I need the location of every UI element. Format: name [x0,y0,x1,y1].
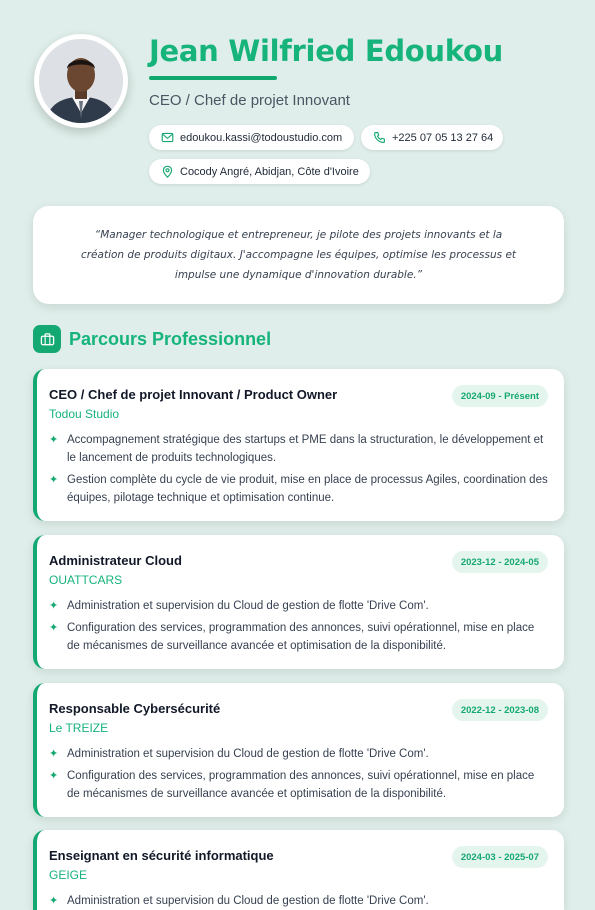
name-underline [149,76,277,80]
briefcase-icon [33,325,61,353]
job-card [33,535,564,669]
sparkle-icon: ✦ [49,622,59,634]
job-bullets [49,597,548,655]
job-title: Administrateur Cloud [49,553,182,568]
job-bullet: ✦ Accompagnement stratégique des startups et PME dans la structuration, le développement et le lancement de produits technologiques. [49,431,548,467]
phone-icon [373,131,386,144]
sparkle-icon: ✦ [49,770,59,782]
section-title: Parcours Professionnel [69,328,272,349]
map-pin-icon [161,165,174,178]
job-card [33,683,564,817]
sparkle-icon: ✦ [49,434,59,446]
email-text: edoukou.kassi@todoustudio.com [180,131,343,144]
job-company: Le TREIZE [49,721,109,735]
sparkle-icon: ✦ [49,748,59,760]
person-portrait-icon [39,39,123,123]
section-header [33,325,271,353]
job-bullets [49,431,548,507]
job-bullet: ✦ Configuration des services, programmation des annonces, suivi opérationnel, mise en place de mécanismes de surveillance avancée et optimisation de la disponibilité. [49,767,548,803]
job-bullet: ✦ Configuration des services, programmation des annonces, suivi opérationnel, mise en place de mécanismes de surveillance avancée et optimisation de la disponibilité. [49,619,548,655]
job-date-badge: 2023-12 - 2024-05 [452,551,548,573]
job-bullet: ✦ Gestion complète du cycle de vie produit, mise en place de processus Agiles, coordination des équipes, pilotage technique et optimisation continue. [49,471,548,507]
sparkle-icon: ✦ [49,474,59,486]
sparkle-icon: ✦ [49,895,59,907]
phone-text: +225 07 05 13 27 64 [392,131,494,144]
job-bullet: ✦ Administration et supervision du Cloud de gestion de flotte 'Drive Com'. [49,892,548,910]
profile-role: CEO / Chef de projet Innovant [149,92,350,109]
sparkle-icon: ✦ [49,600,59,612]
job-card [33,369,564,521]
job-date-badge: 2024-09 - Présent [452,385,548,407]
job-bullet: ✦ Administration et supervision du Cloud de gestion de flotte 'Drive Com'. [49,745,548,763]
location-text: Cocody Angré, Abidjan, Côte d'Ivoire [180,165,359,178]
summary-card [33,206,564,304]
job-date-badge: 2022-12 - 2023-08 [452,699,548,721]
profile-header [34,34,574,184]
job-card [33,830,564,910]
summary-text: “Manager technologique et entrepreneur, je pilote des projets innovants et la création de produits digitaux. J'accompagne les équipes, optimise les processus et impulse une dynamique d'innovation durable.” [80,229,517,281]
avatar-photo [39,39,123,123]
job-title: Responsable Cybersécurité [49,701,221,716]
job-company: Todou Studio [49,407,120,421]
job-title: Enseignant en sécurité informatique [49,848,274,863]
location-chip[interactable] [149,159,370,184]
email-chip[interactable] [149,125,354,150]
mail-icon [161,131,174,144]
job-bullet: ✦ Administration et supervision du Cloud de gestion de flotte 'Drive Com'. [49,597,548,615]
job-title: CEO / Chef de projet Innovant / Product Owner [49,387,338,402]
job-company: GEIGE [49,868,88,882]
avatar [34,34,128,128]
job-bullets [49,745,548,803]
job-bullets [49,892,548,910]
phone-chip[interactable] [361,125,503,150]
job-company: OUATTCARS [49,573,123,587]
profile-name: Jean Wilfried Edoukou [149,34,503,68]
job-date-badge: 2024-03 - 2025-07 [452,846,548,868]
